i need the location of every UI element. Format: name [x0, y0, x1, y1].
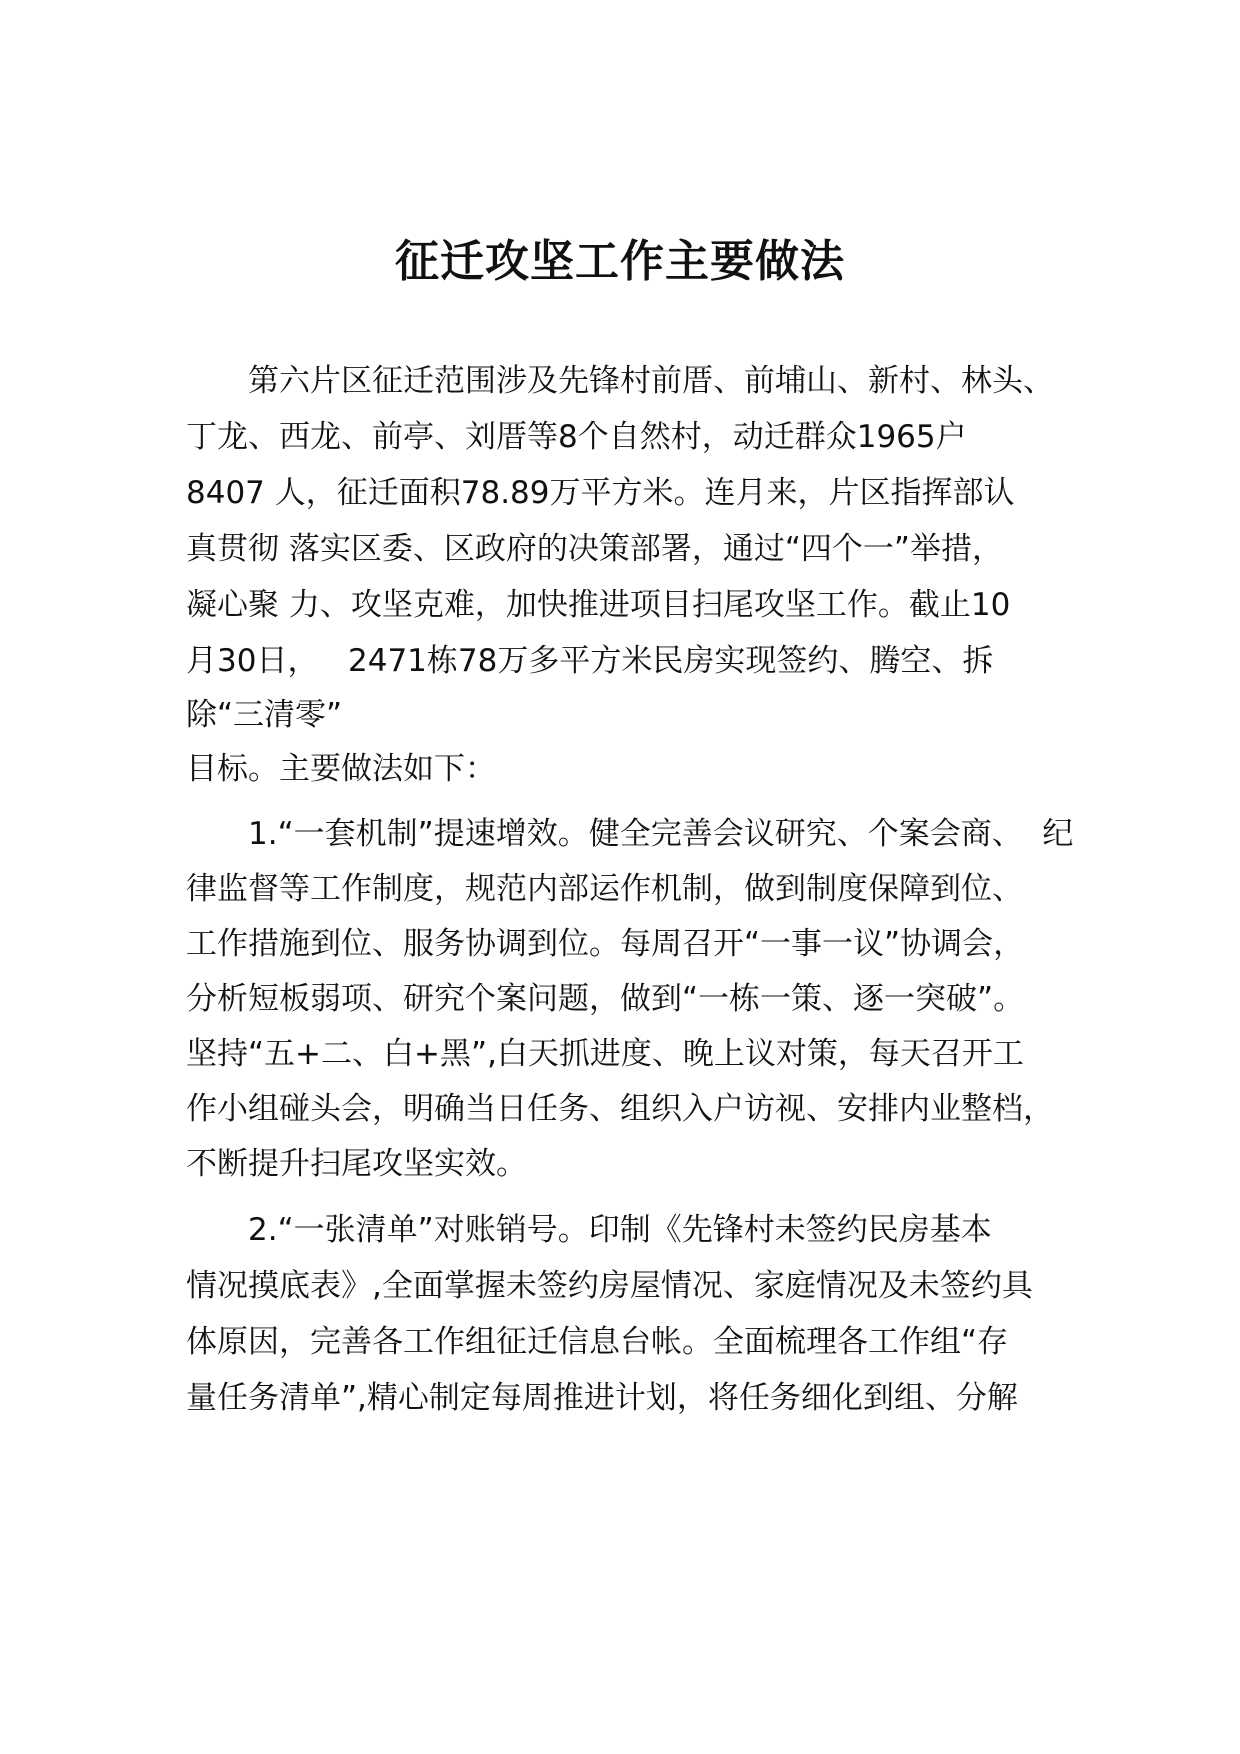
- document-title: 征迁攻坚工作主要做法: [395, 236, 845, 287]
- body-line: 不断提升扫尾攻坚实效。: [186, 1146, 527, 1182]
- body-line: 分析短板弱项、研究个案问题，做到“一栋一策、逐一突破”。: [186, 981, 1025, 1017]
- body-line: 工作措施到位、服务协调到位。每周召开“一事一议”协调会，: [186, 926, 1025, 962]
- body-line: 除“三清零”: [186, 697, 343, 733]
- body-line: 1.“一套机制”提速增效。健全完善会议研究、个案会商、 纪: [186, 816, 1074, 852]
- body-line: 目标。主要做法如下：: [186, 751, 496, 787]
- body-line: 丁龙、西龙、前亭、刘厝等8个自然村，动迁群众1965户: [186, 419, 967, 455]
- body-line: 第六片区征迁范围涉及先锋村前厝、前埔山、新村、林头、: [186, 363, 1054, 399]
- body-line: 8407 人，征迁面积78.89万平方米。连月来，片区指挥部认: [186, 475, 1015, 511]
- body-line: 坚持“五+二、白+黑”,白天抓进度、晚上议对策，每天召开工: [186, 1036, 1024, 1072]
- body-line: 量任务清单”,精心制定每周推进计划，将任务细化到组、分解: [186, 1380, 1018, 1416]
- body-line: 作小组碰头会，明确当日任务、组织入户访视、安排内业整档，: [186, 1091, 1054, 1127]
- body-line: 凝心聚 力、攻坚克难，加快推进项目扫尾攻坚工作。截止10: [186, 587, 1011, 623]
- body-line: 情况摸底表》,全面掌握未签约房屋情况、家庭情况及未签约具: [186, 1268, 1033, 1304]
- body-line: 律监督等工作制度，规范内部运作机制，做到制度保障到位、: [186, 871, 1023, 907]
- body-line: 真贯彻 落实区委、区政府的决策部署，通过“四个一”举措，: [186, 531, 1003, 567]
- body-line: 2.“一张清单”对账销号。印制《先锋村未签约民房基本: [186, 1212, 992, 1248]
- body-line: 月30日， 2471栋78万多平方米民房实现签约、腾空、拆: [186, 643, 994, 679]
- body-line: 体原因，完善各工作组征迁信息台帐。全面梳理各工作组“存: [186, 1324, 1009, 1360]
